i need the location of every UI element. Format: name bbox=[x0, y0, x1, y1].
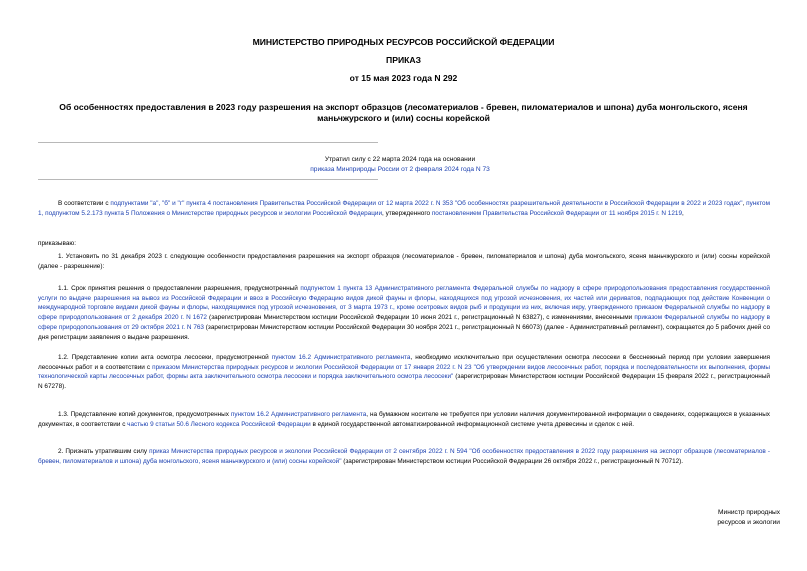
paragraph-text: 1.2. Представление копии акта осмотра лесосеки, предусмотренной bbox=[58, 354, 272, 361]
paragraph-text: (зарегистрирован Министерством юстиции Российской Федерации 10 июня 2021 г., регистрационный N 63827), с изменениями, внесенными bbox=[206, 314, 635, 322]
legal-reference-link[interactable]: приказом Министерства природных ресурсов и экологии Российской Федерации от 17 января 2022 г. N 23 "Об утверждении видов лесосечных работ, порядка и последовательности их выполнения, формы технологической карты лесосечных работ, формы акта заключительного осмотра лесосеки и порядка заключительного осмотра лесосеки" bbox=[38, 363, 770, 381]
paragraph-text: (зарегистрирован Министерством юстиции Российской Федерации 15 февраля 2022 г., регистрационный N 67278). bbox=[38, 373, 771, 391]
paragraph-1-1 bbox=[38, 284, 770, 342]
paragraph-2 bbox=[38, 447, 770, 466]
paragraph-1-3 bbox=[38, 410, 770, 429]
legal-reference-link[interactable]: пунктом 1, подпунктом 5.2.173 пункта 5 Положения о Министерстве природных ресурсов и экологии Российской Федерации bbox=[38, 200, 770, 217]
paragraph-text: В соответствии с bbox=[58, 200, 111, 207]
signature-line-2: ресурсов и экологии bbox=[717, 519, 780, 526]
paragraph-text: , bbox=[742, 200, 747, 207]
paragraph-1 bbox=[38, 252, 770, 271]
doc-date-heading: от 15 мая 2023 года N 292 bbox=[349, 73, 458, 83]
legal-reference-link[interactable]: постановлением Правительства Российской Федерации от 11 ноября 2015 г. N 1219 bbox=[431, 209, 683, 217]
paragraph-text: 1.3. Представление копий документов, предусмотренных bbox=[58, 411, 231, 418]
paragraph-text: приказываю: bbox=[38, 240, 76, 247]
paragraph-text: , утвержденного bbox=[382, 209, 432, 217]
signature-line-1: Министр природных bbox=[718, 509, 780, 516]
legal-reference-link[interactable]: подпунктом 1 пункта 13 Административного регламента Федеральной службы по надзору в сфере природопользования предоставления государственной услуги по выдаче разрешения на вывоз из Российской Федерации и ввоз в Российскую Федерацию видов дикой фауны и флоры, находящихся под угрозой исчезновения, их частей или дериватов, подпадающих под действие Конвенции о международной торговле видами дикой фауны и флоры, находящимися под угрозой исчезновения, от 3 марта 1973 г., кроме осетровых видов рыб и продукции из них, включая икру, утвержденного приказом Федеральной службы по надзору в сфере природопользования от 2 декабря 2020 г. N 1672 bbox=[38, 285, 770, 322]
top-divider bbox=[38, 142, 378, 143]
paragraph-text: , на бумажном носителе не требуется при условии наличия документированной информации о сведениях, содержащихся в указанных документах, в соответствии с bbox=[38, 411, 771, 428]
status-text: Утратил силу с 22 марта 2024 года на основании bbox=[324, 156, 476, 163]
paragraph-text: (зарегистрирован Министерством юстиции Российской Федерации 26 октября 2022 г., регистрационный N 70712). bbox=[341, 457, 684, 465]
status-note bbox=[270, 155, 530, 175]
legal-reference-link[interactable]: пунктом 16.2 Административного регламента bbox=[230, 411, 367, 418]
bottom-divider bbox=[38, 179, 378, 180]
paragraph-text: 1. Установить по 31 декабря 2023 г. следующие особенности предоставления разрешения на экспорт образцов (лесоматериалов - бревен, пиломатериалов и шпона) дуба монгольского, ясеня маньчжурского и (или) сосны корейской (далее - разрешение): bbox=[38, 253, 770, 270]
paragraph-text: 2. Признать утратившим силу bbox=[58, 448, 150, 455]
paragraph-1-2 bbox=[38, 353, 770, 392]
paragraph-text: , bbox=[682, 209, 684, 217]
ministry-heading: МИНИСТЕРСТВО ПРИРОДНЫХ РЕСУРСОВ РОССИЙСКОЙ ФЕДЕРАЦИИ bbox=[252, 37, 555, 47]
order-word bbox=[38, 239, 770, 249]
repeal-order-link[interactable]: приказа Минприроды России от 2 февраля 2024 года N 73 bbox=[310, 166, 490, 173]
signature-block bbox=[690, 508, 780, 528]
paragraph-text: в единой государственной автоматизированной информационной системе учета древесины и сделок с ней. bbox=[310, 420, 635, 428]
legal-reference-link[interactable]: частью 9 статьи 50.6 Лесного кодекса Российской Федерации bbox=[127, 420, 311, 428]
legal-reference-link[interactable]: приказ Министерства природных ресурсов и экологии Российской Федерации от 2 сентября 2022 г. N 594 "Об особенностях предоставления в 2022 году разрешения на экспорт образцов (лесоматериалов - бревен, пиломатериалов и шпона) дуба монгольского, ясеня маньчжурского и (или) сосны корейской" bbox=[38, 448, 770, 465]
legal-reference-link[interactable]: подпунктами "а", "б" и "г" пункта 4 постановления Правительства Российской Федерации от 12 марта 2022 г. N 353 "Об особенностях разрешительной деятельности в Российской Федерации в 2022 и 2023 годах" bbox=[110, 200, 743, 207]
legal-reference-link[interactable]: пунктом 16.2 Административного регламента bbox=[271, 354, 411, 361]
doc-type-heading: ПРИКАЗ bbox=[386, 55, 421, 65]
paragraph-text: (зарегистрирован Министерством юстиции Российской Федерации 30 ноября 2021 г., регистрационный N 66073) (далее - Административный регламент), сокращается до 5 рабочих дней со дня регистрации заявления о выдаче разрешения. bbox=[38, 323, 770, 341]
preamble-paragraph bbox=[38, 199, 770, 218]
legal-reference-link[interactable]: приказом Федеральной службы по надзору в сфере природопользования от 29 октября 2021 г. N 763 bbox=[38, 314, 770, 331]
paragraph-text: 1.1. Срок принятия решения о предоставлении разрешения, предусмотренный bbox=[58, 285, 301, 292]
document-title: Об особенностях предоставления в 2023 году разрешения на экспорт образцов (лесоматериалов - бревен, пиломатериалов и шпона) дуба монгольского, ясеня маньчжурского и (или) сосны корейской bbox=[59, 102, 748, 123]
paragraph-text: , необходимо исключительно при осуществлении осмотра лесосеки в бесснежный период при условии завершения лесосечных работ и в соответствии с bbox=[38, 354, 771, 371]
